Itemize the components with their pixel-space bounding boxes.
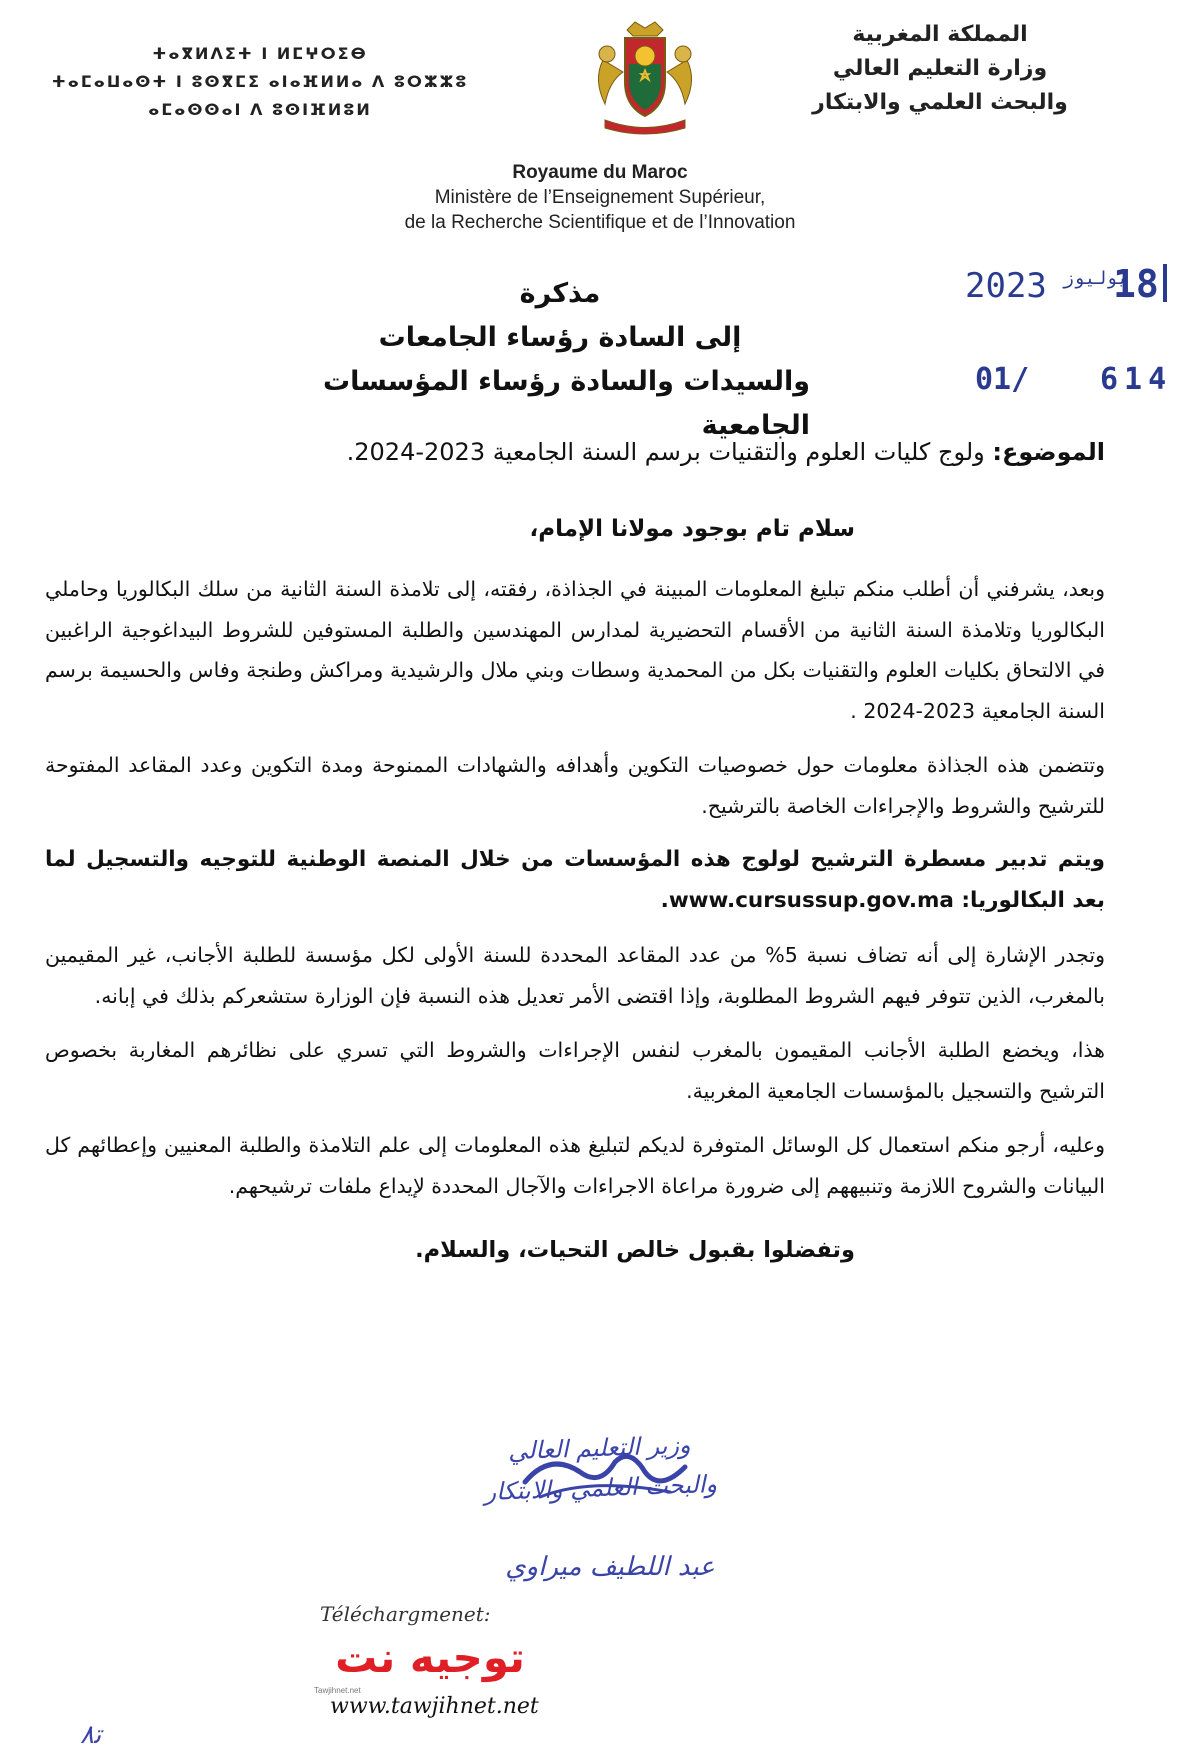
- reference-number-stamp: [975, 362, 1175, 402]
- header-french: [300, 160, 900, 235]
- stamp-bar: [1163, 264, 1167, 302]
- header-arabic: [775, 18, 1105, 120]
- paragraph: وتجدر الإشارة إلى أنه تضاف نسبة 5% من عدد المقاعد المحددة للسنة الأولى لكل مؤسسة للطلبة الأجانب، غير المقيمين بالمغرب، الذين تتوفر فيهم الشروط المطلوبة، وإذا اقتضى الأمر تعديل هذه النسبة فإن الوزارة ستشعركم بذلك في إبانه.: [45, 943, 1105, 1008]
- header-french-line: Royaume du Maroc: [512, 162, 688, 183]
- paragraph: ويتم تدبير مسطرة الترشيح لولوج هذه المؤسسات من خلال المنصة الوطنية للتوجيه والتسجيل لما بعد البكالوريا: www.cursussup.gov.ma.: [45, 847, 1105, 913]
- memo-title: مذكرة: [519, 278, 601, 309]
- stamp-number-right: 614: [1100, 362, 1173, 397]
- header-tifinagh: [50, 40, 470, 124]
- signature-name: عبد اللطيف ميراوي: [505, 1552, 715, 1582]
- header-arabic-line: وزارة التعليم العالي: [832, 56, 1048, 81]
- header-arabic-line: المملكة المغربية: [852, 22, 1028, 47]
- memo-heading: [300, 272, 820, 448]
- watermark-url[interactable]: www.tawjihnet.net: [330, 1694, 539, 1719]
- stamp-year: 2023: [965, 266, 1047, 306]
- header-french-line: Ministère de l’Enseignement Supérieur,: [434, 187, 766, 208]
- header-tifinagh-line: ⵜⴰⴳⵍⴷⵉⵜ ⵏ ⵍⵎⵖⵔⵉⴱ: [152, 44, 368, 63]
- stamp-number-left: 01/: [975, 362, 1030, 397]
- paragraph: وبعد، يشرفني أن أطلب منكم تبليغ المعلومات المبينة في الجذاذة، رفقته، إلى تلامذة السنة الثانية من سلك البكالوريا وحاملي البكالوريا وتلامذة السنة الثانية من الأقسام التحضيرية لمدارس المهندسين والطلبة المستوفين للشروط البيداغوجية الراغبين في الالتحاق بكليات العلوم والتقنيات بكل من المحمدية وسطات وبني ملال والرشيدية ومراكش وطنجة وفاس والحسيمة برسم السنة الجامعية 2023-2024 .: [45, 577, 1105, 723]
- greeting: سلام تام بوجود مولانا الإمام،: [529, 515, 855, 542]
- stamp-day: 18: [1113, 262, 1159, 306]
- watermark-label: Téléchargmenet:: [320, 1602, 491, 1626]
- header-tifinagh-line: ⵜⴰⵎⴰⵡⴰⵙⵜ ⵏ ⵓⵙⴳⵎⵉ ⴰⵏⴰⴼⵍⵍⴰ ⴷ ⵓⵔⵣⵣⵓ: [51, 72, 469, 91]
- closing-line: وتفضلوا بقبول خالص التحيات، والسلام.: [415, 1237, 855, 1263]
- watermark-logo: توجيه نت: [335, 1633, 525, 1682]
- header-tifinagh-line: ⴰⵎⴰⵙⵙⴰⵏ ⴷ ⵓⵙⵏⴼⵍⵓⵍ: [148, 100, 372, 119]
- subject-text: ولوج كليات العلوم والتقنيات برسم السنة الجامعية 2023-2024.: [346, 438, 985, 466]
- corner-handwritten-mark: ﺗ٨: [80, 1720, 102, 1750]
- date-stamp: [965, 260, 1175, 304]
- memo-recipient-line: إلى السادة رؤساء الجامعات: [378, 322, 742, 353]
- paragraph: وعليه، أرجو منكم استعمال كل الوسائل المتوفرة لديكم لتبليغ هذه المعلومات إلى علم التلامذة والطلبة المعنيين وإعطائهم كل البيانات والشروح اللازمة وتنبيههم إلى ضرورة مراعاة الاجراءات والآجال المحددة لإيداع ملفات ترشيحهم.: [45, 1133, 1105, 1198]
- signature-scribble-icon: [520, 1442, 690, 1512]
- letter-body: [45, 432, 1105, 1285]
- paragraph: وتتضمن هذه الجذاذة معلومات حول خصوصيات التكوين وأهدافه والشهادات الممنوحة ومدة التكوين وعدد المقاعد المفتوحة للترشيح والشروط والإجراءات الخاصة بالترشيح.: [45, 753, 1105, 818]
- signature-title-line: وزير التعليم العالي: [507, 1430, 691, 1466]
- subject-label: الموضوع:: [992, 438, 1105, 466]
- watermark-small-text: Tawjihnet.net: [314, 1686, 361, 1695]
- header-french-line: de la Recherche Scientifique et de l’Innovation: [404, 212, 796, 233]
- memo-recipient-line: والسيدات والسادة رؤساء المؤسسات الجامعية: [323, 366, 810, 441]
- paragraph: هذا، ويخضع الطلبة الأجانب المقيمون بالمغرب لنفس الإجراءات والشروط التي تسري على نظائرهم المغاربة بخصوص الترشيح والتسجيل بالمؤسسات الجامعية المغربية.: [45, 1038, 1105, 1103]
- subject-line: [45, 432, 1105, 473]
- stamp-month: يوليوز: [1063, 268, 1129, 289]
- header-arabic-line: والبحث العلمي والابتكار: [812, 90, 1068, 115]
- coat-of-arms-icon: [585, 20, 705, 135]
- signature-title-line: والبحث العلمي والابتكار: [483, 1469, 718, 1507]
